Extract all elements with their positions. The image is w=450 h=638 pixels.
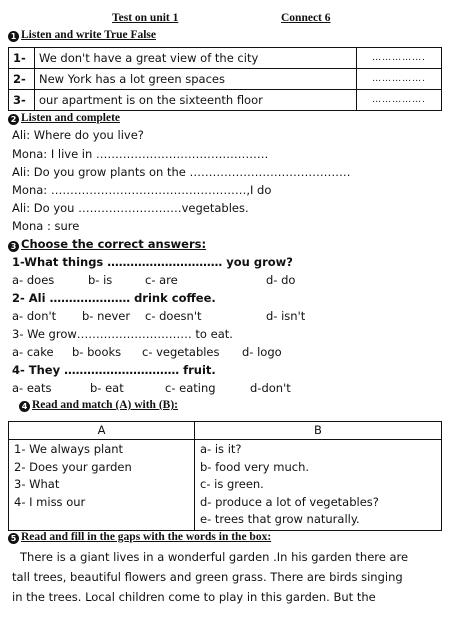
book-title: Connect 6 — [281, 12, 331, 24]
dialogue-line: Ali: Do you ………………………vegetables. — [12, 201, 249, 215]
option-d[interactable]: d- do — [266, 273, 296, 287]
option-a[interactable]: a- does — [12, 273, 55, 287]
answer-blank[interactable]: ……………. — [357, 69, 442, 90]
section2-title: Listen and complete — [21, 112, 121, 124]
list-item: 2- Does your garden — [14, 459, 132, 474]
option-c[interactable]: c- are — [145, 273, 178, 287]
row-number: 1- — [9, 48, 35, 69]
option-a[interactable]: a- eats — [12, 381, 52, 395]
section5-heading — [8, 531, 271, 544]
section5-title: Read and fill in the gaps with the words in the box: — [21, 531, 272, 543]
section3-title: Choose the correct answers: — [21, 237, 207, 251]
dialogue-line: Mona: ……………………………………………,I do — [12, 183, 272, 197]
section4-number-badge: 4 — [19, 401, 30, 412]
column-a-items — [9, 440, 195, 531]
section1-title: Listen and write True False — [21, 29, 157, 41]
list-item: e- trees that grow naturally. — [200, 512, 360, 526]
column-b-items — [195, 440, 442, 531]
list-item: c- is green. — [200, 477, 264, 491]
section3-number-badge: 3 — [8, 241, 19, 252]
question-1: 1-What things ………………………… you grow? — [12, 255, 293, 269]
option-b[interactable]: b- eat — [90, 381, 124, 395]
option-d[interactable]: d- isn't — [266, 309, 306, 323]
option-b[interactable]: b- is — [88, 273, 113, 287]
column-b-header: B — [195, 422, 442, 440]
paragraph-line: There is a giant lives in a wonderful garden .In his garden there are — [20, 550, 409, 564]
test-title: Test on unit 1 — [112, 12, 179, 24]
question-2: 2- Ali ………………… drink coffee. — [12, 291, 216, 305]
answer-blank[interactable]: ……………. — [357, 90, 442, 111]
option-c[interactable]: c- doesn't — [145, 309, 202, 323]
answer-blank[interactable]: ……………. — [357, 48, 442, 69]
option-a[interactable]: a- don't — [12, 309, 57, 323]
statement-text: New York has a lot green spaces — [35, 69, 357, 90]
option-c[interactable]: c- vegetables — [142, 345, 220, 359]
paragraph-line: in the trees. Local children come to play in this garden. But the — [12, 590, 376, 604]
section5-number-badge: 5 — [8, 533, 19, 544]
column-a-header: A — [9, 422, 195, 440]
option-b[interactable]: b- never — [82, 309, 131, 323]
section1-heading — [8, 29, 156, 42]
list-item: 1- We always plant — [14, 442, 124, 456]
option-c[interactable]: c- eating — [165, 381, 216, 395]
section4-title: Read and match (A) with (B): — [32, 399, 178, 411]
list-item: 3- What — [14, 477, 60, 491]
row-number: 2- — [9, 69, 35, 90]
list-item: a- is it? — [200, 442, 242, 456]
section1-number-badge: 1 — [8, 31, 19, 42]
row-number: 3- — [9, 90, 35, 111]
section2-number-badge: 2 — [8, 114, 19, 125]
question-4: 4- They ………………………… fruit. — [12, 363, 216, 377]
section2-heading — [8, 112, 120, 125]
dialogue-line: Ali: Where do you live? — [12, 128, 144, 142]
table-row — [9, 90, 442, 111]
list-item: d- produce a lot of vegetables? — [200, 494, 379, 509]
dialogue-line: Mona: I live in ……………………………………… — [12, 147, 269, 161]
true-false-table — [8, 47, 442, 111]
paragraph-line: tall trees, beautiful flowers and green grass. There are birds singing — [12, 570, 403, 584]
option-d[interactable]: d- logo — [242, 345, 282, 359]
section3-heading — [8, 237, 206, 252]
reading-paragraph — [12, 547, 442, 607]
dialogue-line: Ali: Do you grow plants on the …………………………………… — [12, 165, 351, 179]
option-b[interactable]: b- books — [72, 345, 122, 359]
section4-heading — [19, 399, 178, 412]
option-d[interactable]: d-don't — [250, 381, 291, 395]
list-item: 4- I miss our — [14, 494, 86, 509]
match-table — [8, 421, 442, 531]
option-a[interactable]: a- cake — [12, 345, 54, 359]
table-row — [9, 48, 442, 69]
question-3: 3- We grow………………………… to eat. — [12, 327, 233, 341]
list-item: b- food very much. — [200, 459, 310, 474]
statement-text: our apartment is on the sixteenth floor — [35, 90, 357, 111]
statement-text: We don't have a great view of the city — [35, 48, 357, 69]
dialogue-line: Mona : sure — [12, 219, 80, 233]
table-row — [9, 69, 442, 90]
